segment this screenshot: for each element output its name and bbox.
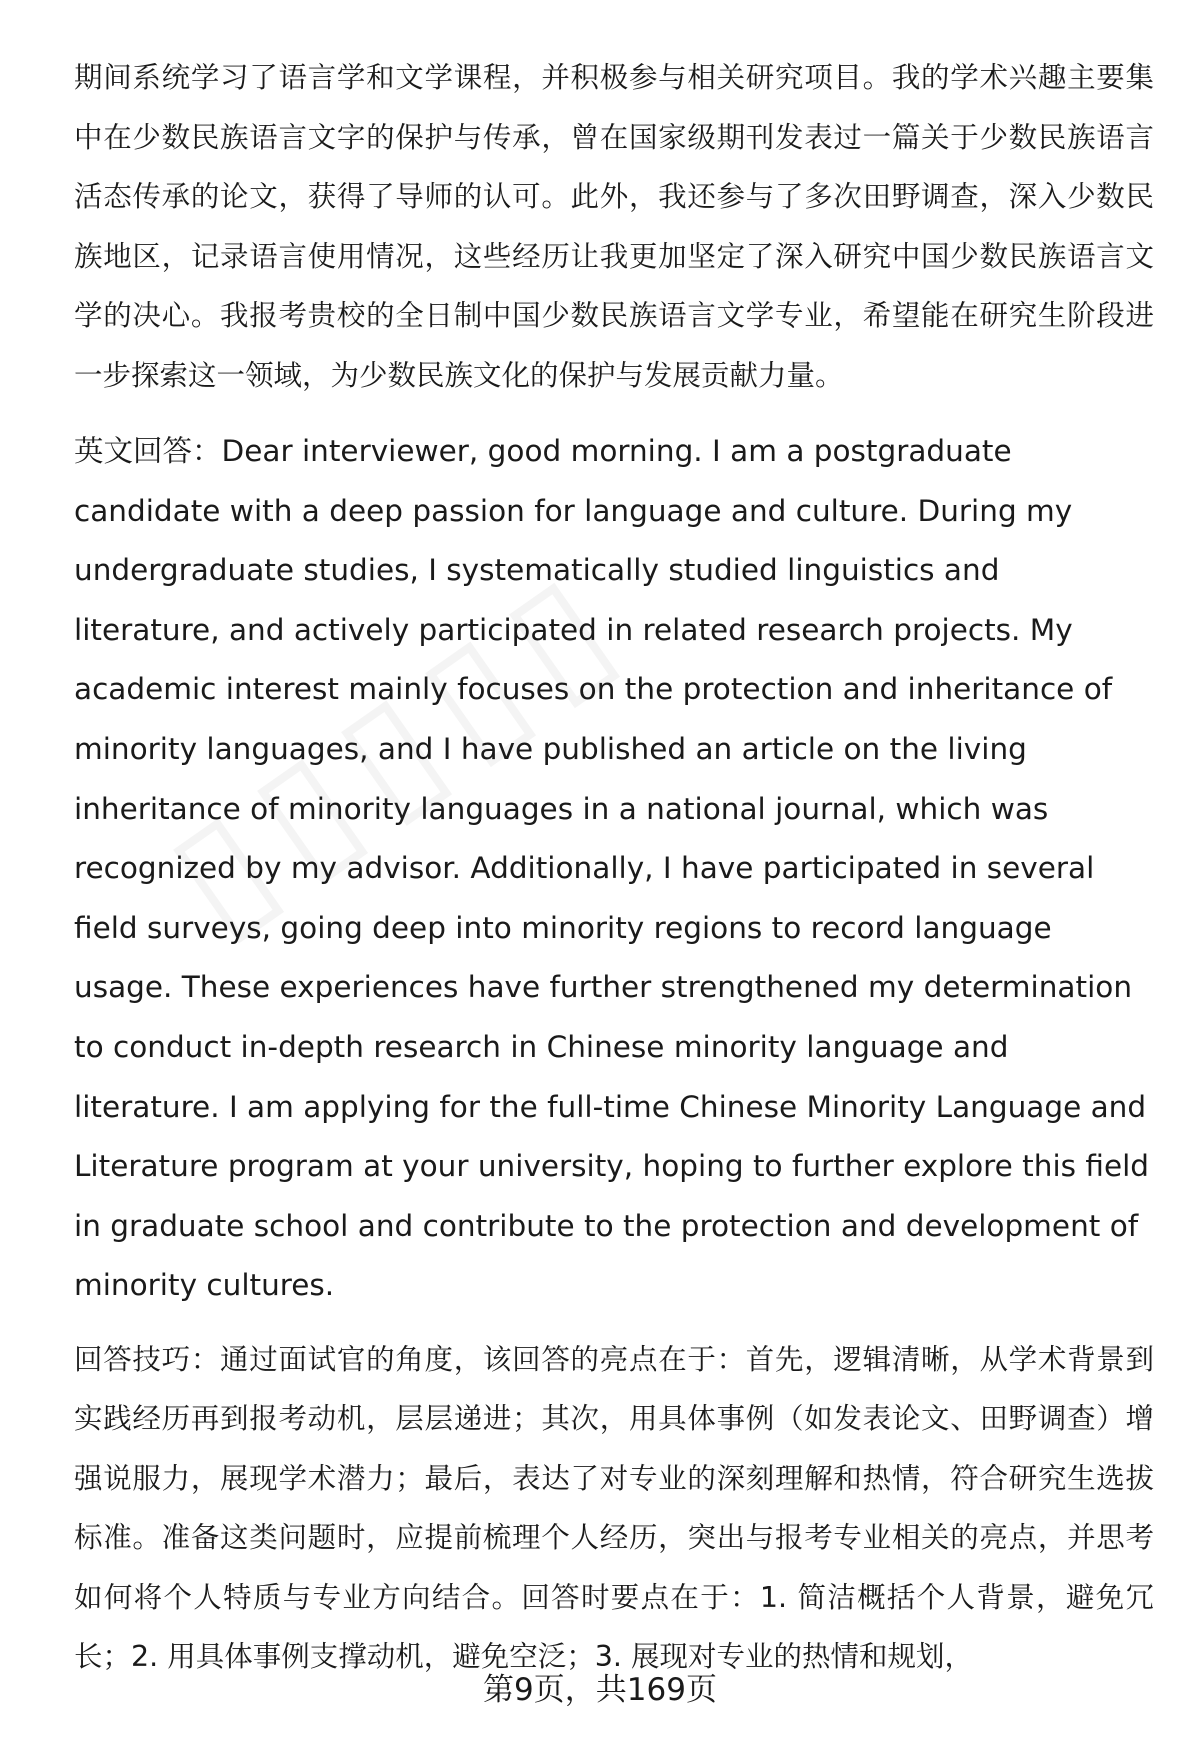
english-answer-paragraph xyxy=(74,422,1154,1316)
english-answer-label: 英文回答： xyxy=(74,434,222,468)
answer-tips-paragraph xyxy=(74,1330,1154,1687)
english-answer-text: Dear interviewer, good morning. I am a postgraduate candidate with a deep passion for language and culture. During my undergraduate studies, I systematically studied linguistics and literature, and actively participated in related research projects. My academic interest mainly focuses on the protection and inheritance of minority languages, and I have published an article on the living inheritance of minority languages in a national journal, which was recognized by my advisor. Additionally, I have participated in several field surveys, going deep into minority regions to record language usage. These experiences have further strengthened my determination to conduct in-depth research in Chinese minority language and literature. I am applying for the full-time Chinese Minority Language and Literature program at your university, hoping to further explore this field in graduate school and contribute to the protection and development of minority cultures. xyxy=(74,434,1150,1303)
document-body xyxy=(74,48,1154,1687)
page-number-footer: 第9页，共169页 xyxy=(483,1672,717,1708)
answer-tips-text: 通过面试官的角度，该回答的亮点在于：首先，逻辑清晰，从学术背景到实践经历再到报考动机，层层递进；其次，用具体事例（如发表论文、田野调查）增强说服力，展现学术潜力；最后，表达了对专业的深刻理解和热情，符合研究生选拔标准。准备这类问题时，应提前梳理个人经历，突出与报考专业相关的亮点，并思考如何将个人特质与专业方向结合。回答时要点在于：1. 简洁概括个人背景，避免冗长；2. 用具体事例支撑动机，避免空泛；3. 展现对专业的热情和规划， xyxy=(74,1342,1154,1674)
answer-tips-label: 回答技巧： xyxy=(74,1342,221,1376)
intro-continuation-paragraph: 期间系统学习了语言学和文学课程，并积极参与相关研究项目。我的学术兴趣主要集中在少数民族语言文字的保护与传承，曾在国家级期刊发表过一篇关于少数民族语言活态传承的论文，获得了导师的认可。此外，我还参与了多次田野调查，深入少数民族地区，记录语言使用情况，这些经历让我更加坚定了深入研究中国少数民族语言文学的决心。我报考贵校的全日制中国少数民族语言文学专业，希望能在研究生阶段进一步探索这一领域，为少数民族文化的保护与发展贡献力量。 xyxy=(74,61,1154,392)
